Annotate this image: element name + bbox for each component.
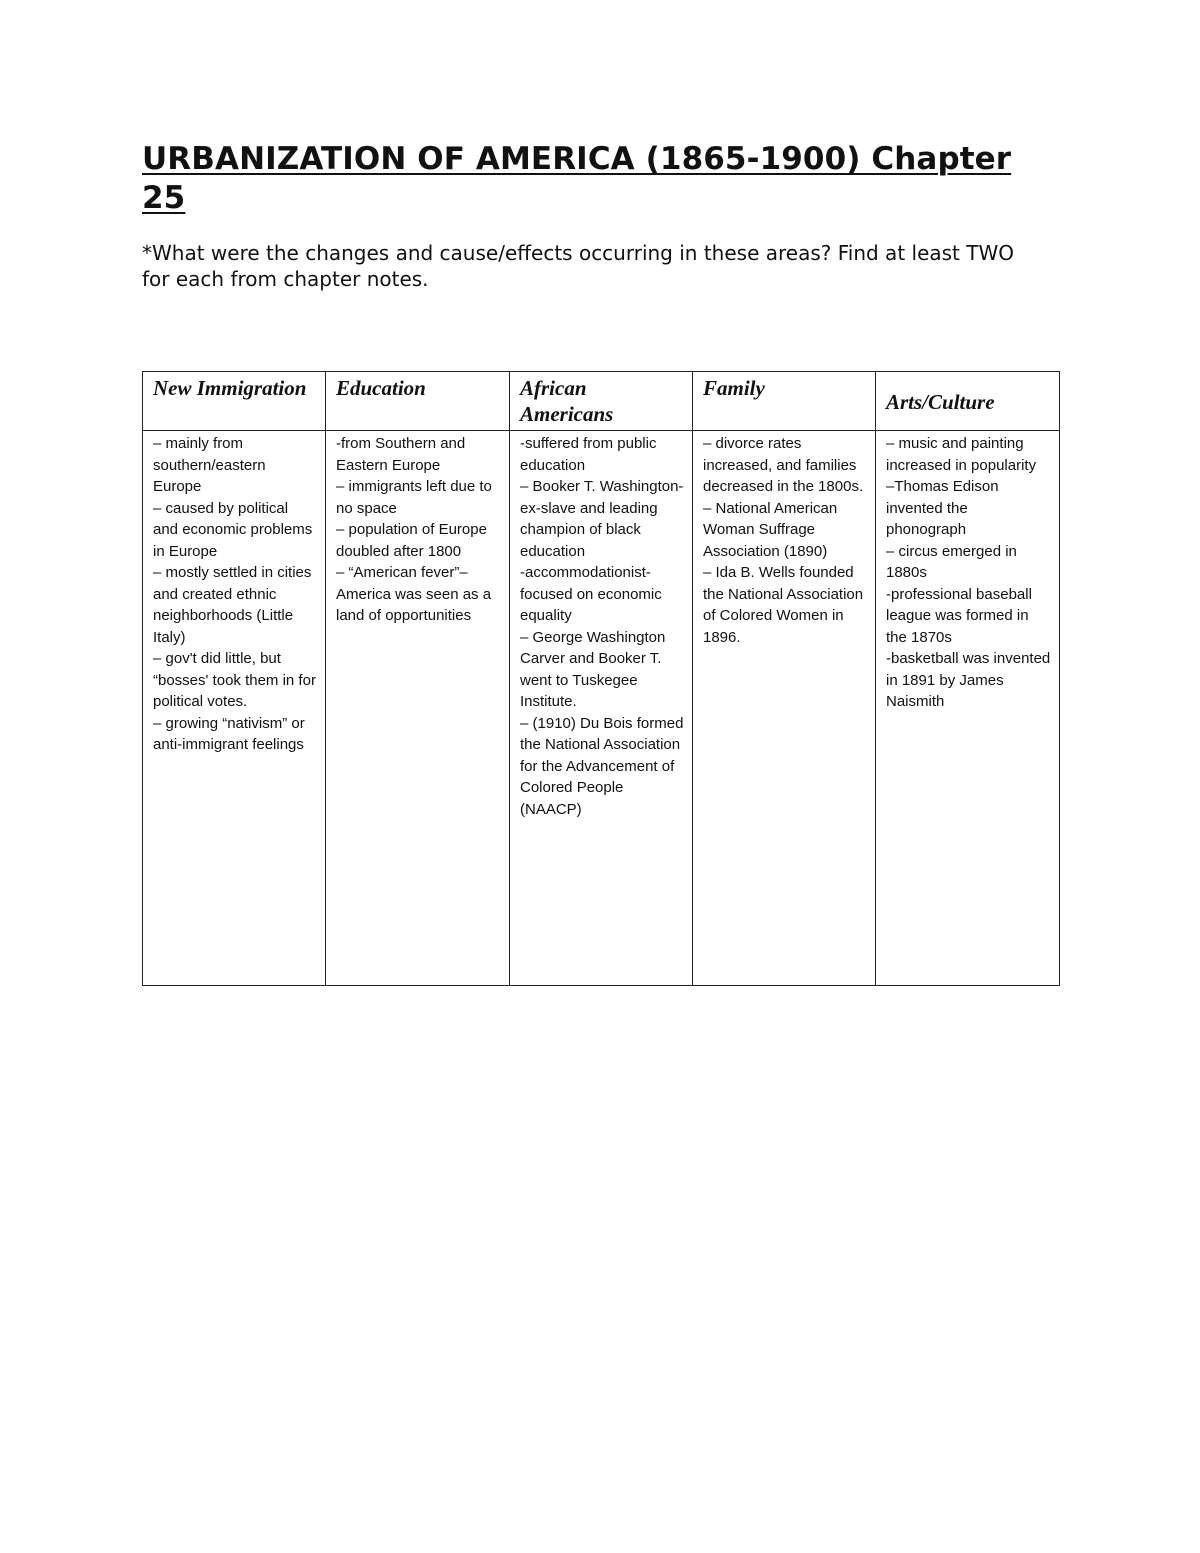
cell-family — [693, 431, 876, 986]
header-family: Family — [693, 372, 876, 431]
note-line: -accommodationist- focused on economic equality — [520, 564, 666, 624]
topics-table — [142, 371, 1060, 986]
note-line: – George Washington Carver and Booker T. went to Tuskegee Institute. — [520, 628, 670, 710]
note-line: – circus emerged in 1880s — [886, 542, 1022, 581]
note-line: – caused by political and economic problems in Europe — [153, 499, 317, 560]
note-line: – mostly settled in cities and created ethnic neighborhoods (Little Italy) — [153, 564, 316, 646]
note-line: – mainly from southern/eastern Europe — [153, 435, 270, 495]
note-line: – divorce rates increased, and families decreased in the 1800s. — [703, 435, 864, 495]
note-line: – Booker T. Washington- ex-slave and leading champion of black education — [520, 478, 688, 560]
header-african-americans: African Americans — [510, 372, 693, 431]
note-line: – (1910) Du Bois formed the National Association for the Advancement of Colored People (NAACP) — [520, 714, 688, 818]
cell-arts-culture — [876, 431, 1060, 986]
page-title: URBANIZATION OF AMERICA (1865-1900) Chapter 25 — [142, 141, 1012, 216]
note-line: – growing “nativism” or anti-immigrant feelings — [153, 714, 309, 753]
note-line: – music and painting increased in popularity — [886, 435, 1037, 474]
table-row — [143, 431, 1060, 986]
note-line: – Ida B. Wells founded the National Association of Colored Women in 1896. — [703, 564, 868, 646]
instructions-text: *What were the changes and cause/effects occurring in these areas? Find at least TWO for each from chapter notes. — [142, 241, 1014, 291]
note-line: -from Southern and Eastern Europe — [336, 435, 470, 474]
cell-new-immigration — [143, 431, 326, 986]
note-line: –Thomas Edison invented the phonograph — [886, 478, 1003, 538]
table-header-row — [143, 372, 1060, 431]
note-line: – gov't did little, but “bosses' took them in for political votes. — [153, 650, 321, 710]
note-line: -professional baseball league was formed in the 1870s — [886, 585, 1037, 646]
note-line: -basketball was invented in 1891 by James Naismith — [886, 650, 1055, 710]
note-line: -suffered from public education — [520, 435, 661, 474]
cell-education — [326, 431, 510, 986]
header-new-immigration: New Immigration — [143, 372, 326, 431]
note-line: – immigrants left due to no space — [336, 478, 497, 517]
header-arts-culture: Arts/Culture — [876, 372, 1060, 431]
note-line: – National American Woman Suffrage Association (1890) — [703, 499, 842, 560]
note-line: – population of Europe doubled after 1800 — [336, 521, 492, 560]
header-education: Education — [326, 372, 510, 431]
note-line: – “American fever”– America was seen as a land of opportunities — [336, 564, 496, 624]
cell-african-americans — [510, 431, 693, 986]
